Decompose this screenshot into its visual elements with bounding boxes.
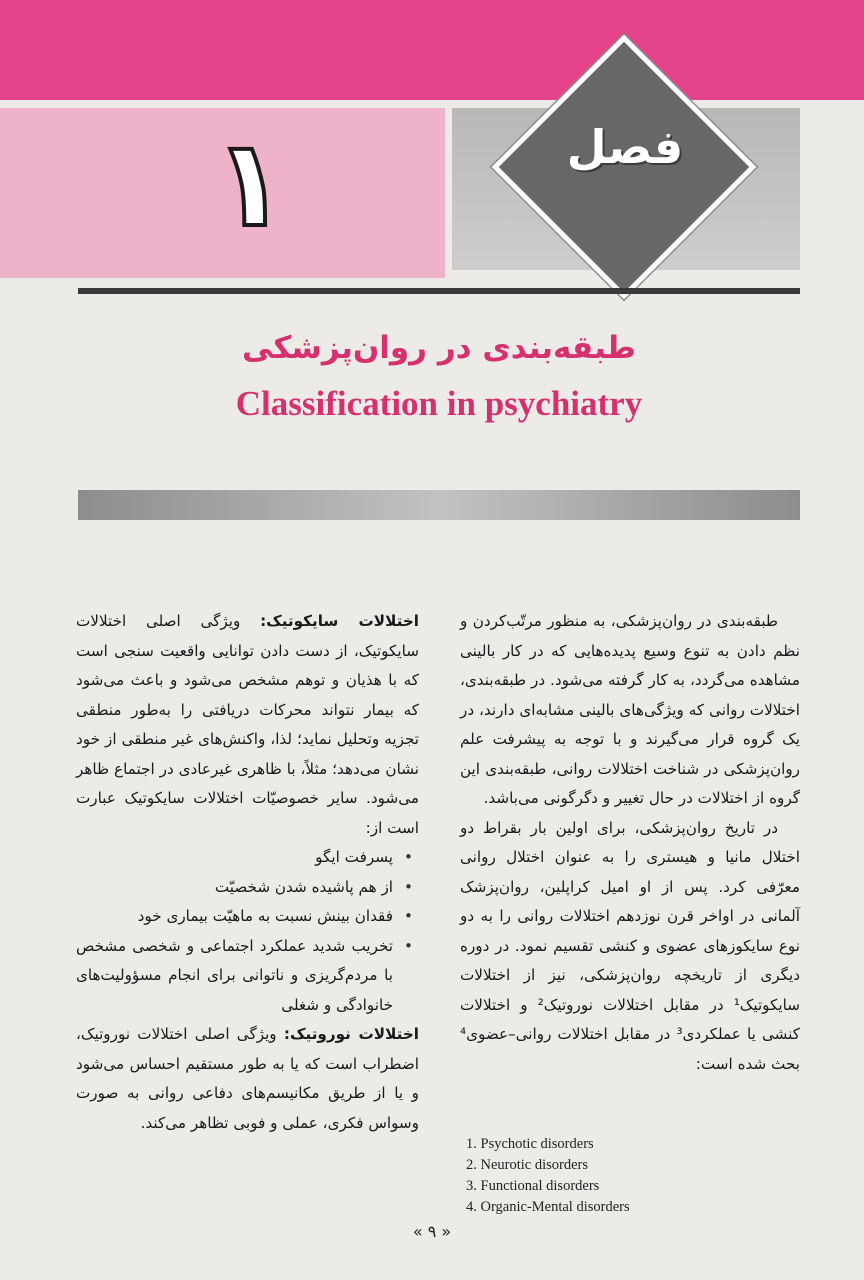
psychotic-features-list (76, 843, 419, 1020)
list-item: • تخریب شدید عملکرد اجتماعی و شخصی مشخص با مردم‌گریزی و ناتوانی برای انجام مسؤولیت‌های خانوادگی و شغلی (76, 932, 393, 1021)
chapter-title-persian: طبقه‌بندی در روان‌پزشکی (242, 330, 636, 366)
footnote-item: 2. Neurotic disorders (466, 1157, 589, 1173)
intro-paragraph: طبقه‌بندی در روان‌پزشکی، به منظور مرتّب‌کردن و نظم دادن به تنوع وسیع پدیده‌هایی که در کار بالینی مشاهده می‌گردد، به کار گرفته می‌شود. در طبقه‌بندی، اختلالات روانی که ویژگی‌های بالینی مشابه‌ای دارند، در یک گروه قرار می‌گیرند و با توجه به پیشرفت علم روان‌پزشکی در شناخت اختلالات روانی، طبقه‌بندی این گروه از اختلالات در حال تغییر و دگرگونی می‌باشد. (460, 612, 800, 807)
footnote-item: 3. Functional disorders (466, 1178, 600, 1194)
footnote-item: 4. Organic-Mental disorders (466, 1199, 630, 1215)
chapter-label: فصل (566, 120, 684, 174)
neurotic-section (76, 1020, 419, 1138)
right-column (460, 607, 800, 1079)
psychotic-text: ویژگی اصلی اختلالات سایکوتیک، از دست دادن توانایی واقعیت سنجی است که با هذیان و توهم مشخص می‌شود و باعث می‌شود که بیمار نتواند محرکات دریافتی را به‌طور منطقی تجزیه وتحلیل نماید؛ لذا، واکنش‌های غیر منطقی از خود نشان می‌دهد؛ مثلاً، با ظاهری غیرعادی در اجتماع ظاهر می‌شود. سایر خصوصیّات اختلالات سایکوتیک عبارت است از: (76, 612, 419, 837)
title-bottom-rule (78, 490, 800, 520)
neurotic-text: ویژگی اصلی اختلالات نوروتیک، اضطراب است که یا به طور مستقیم احساس می‌شود و یا از طریق مکانیسم‌های دفاعی روانی به صورت وسواس فکری، عملی و فوبی تظاهر می‌کند. (76, 1025, 419, 1132)
psychotic-heading: اختلالات سایکوتیک: (260, 612, 419, 630)
list-item: • فقدان بینش نسبت به ماهیّت بیماری خود (76, 902, 393, 932)
chapter-title-english: Classification in psychiatry (235, 384, 643, 423)
footnote-list (466, 1134, 796, 1218)
list-item: • پسرفت ایگو (76, 843, 393, 873)
list-item: • از هم پاشیده شدن شخصیّت (76, 873, 393, 903)
psychotic-section (76, 607, 419, 843)
footnote-item: 1. Psychotic disorders (466, 1136, 594, 1152)
page-number: « ۹ » (412, 1222, 452, 1241)
history-paragraph: در تاریخ روان‌پزشکی، برای اولین بار بقراط دو اختلال مانیا و هیستری را به عنوان اختلال روانی معرّفی کرد. پس از او امیل کراپلین، روان‌پزشک آلمانی در اواخر قرن نوزدهم اختلالات روانی را به دو نوع سایکوزهای عضوی و کنشی تقسیم نمود. در دوره دیگری از تاریخچه روان‌پزشکی، نیز از اختلالات سایکوتیک¹ در مقابل اختلالات نوروتیک² و اختلالات کنشی یا عملکردی³ در مقابل اختلالات روانی–عضوی⁴ بحث شده است: (460, 818, 800, 1073)
header-magenta-band (0, 0, 864, 100)
neurotic-heading: اختلالات نوروتیک: (283, 1025, 419, 1043)
chapter-number: ۱ (213, 115, 287, 254)
title-top-rule (78, 288, 800, 294)
left-column (76, 607, 419, 1138)
